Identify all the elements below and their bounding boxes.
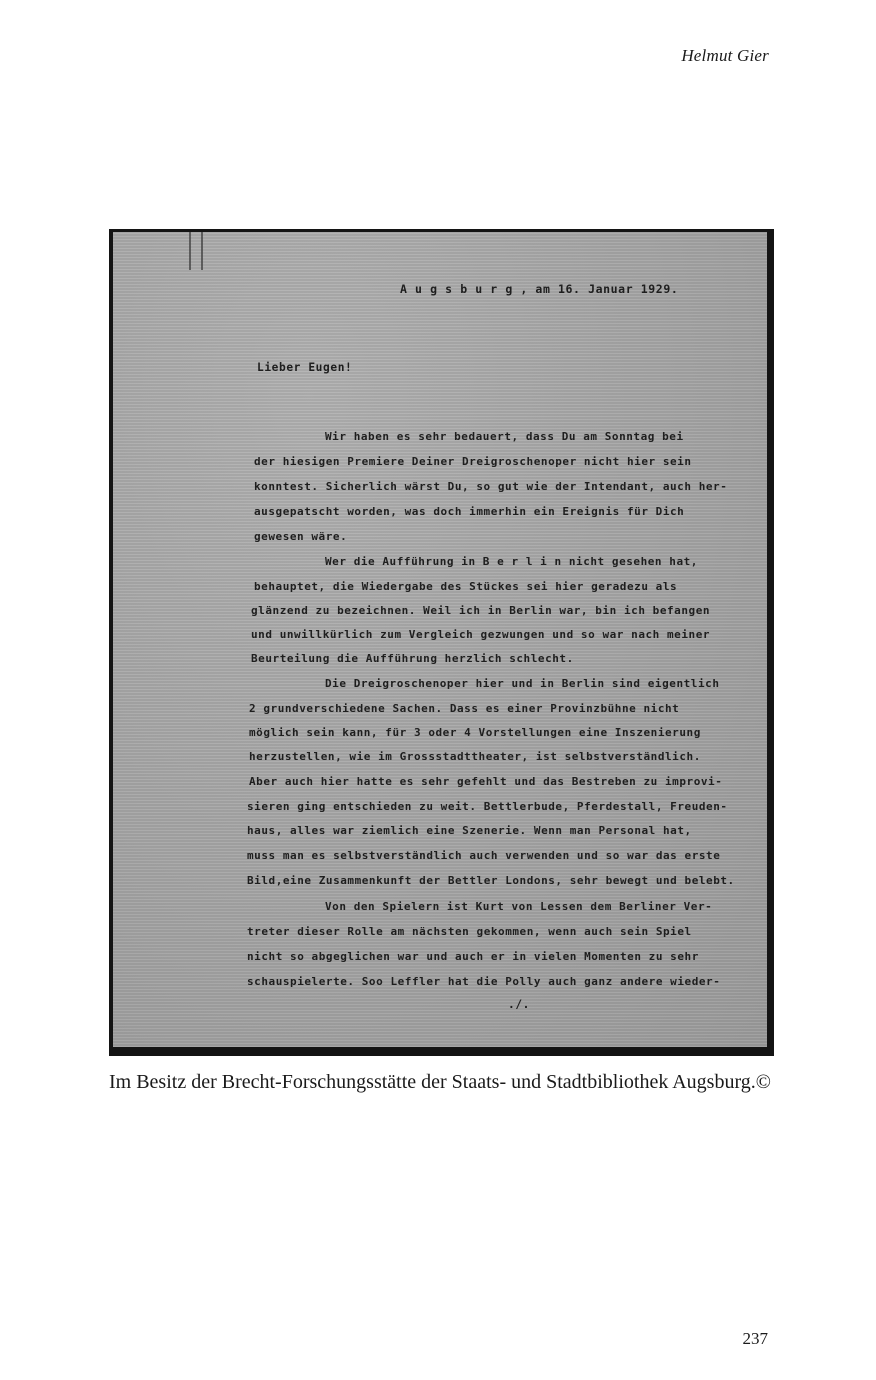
letter-line: haus, alles war ziemlich eine Szenerie. Wenn man Personal hat, <box>247 824 692 837</box>
letter-line: ausgepatscht worden, was doch immerhin ein Ereignis für Dich <box>254 505 685 518</box>
figure-caption: Im Besitz der Brecht-Forschungsstätte der Staats- und Stadtbibliothek Augsburg.© <box>109 1071 771 1093</box>
letter-line: schauspielerte. Soo Leffler hat die Polly auch ganz andere wieder- <box>247 975 721 988</box>
page-number: 237 <box>742 1329 768 1348</box>
letter-line: treter dieser Rolle am nächsten gekommen, wenn auch sein Spiel <box>247 925 692 938</box>
letter-line: konntest. Sicherlich wärst Du, so gut wie der Intendant, auch her- <box>254 480 728 493</box>
letter-line: möglich sein kann, für 3 oder 4 Vorstellungen eine Inszenierung <box>249 726 701 739</box>
running-head-author: Helmut Gier <box>681 46 769 65</box>
letter-line: Beurteilung die Aufführung herzlich schlecht. <box>251 652 574 665</box>
letter-line: behauptet, die Wiedergabe des Stückes sei hier geradezu als <box>254 580 678 593</box>
letter-line: Aber auch hier hatte es sehr gefehlt und das Bestreben zu improvi- <box>249 775 723 788</box>
letter-line: herzustellen, wie im Grossstadttheater, ist selbstverständlich. <box>249 750 701 763</box>
letter-line: 2 grundverschiedene Sachen. Dass es einer Provinzbühne nicht <box>249 702 680 715</box>
letter-line: Bild,eine Zusammenkunft der Bettler Londons, sehr bewegt und belebt. <box>247 874 735 887</box>
letter-line: Wir haben es sehr bedauert, dass Du am Sonntag bei <box>325 430 684 443</box>
letter-line: muss man es selbstverständlich auch verwenden und so war das erste <box>247 849 721 862</box>
letter-date-line: A u g s b u r g , am 16. Januar 1929. <box>400 282 679 296</box>
letter-photograph <box>113 232 767 1047</box>
paper-crease-mark <box>201 232 203 270</box>
letter-line: Die Dreigroschenoper hier und in Berlin sind eigentlich <box>325 677 720 690</box>
letter-line: nicht so abgeglichen war und auch er in vielen Momenten zu sehr <box>247 950 699 963</box>
letter-continuation-mark: ./. <box>508 998 531 1011</box>
letter-line: gewesen wäre. <box>254 530 348 543</box>
letter-salutation: Lieber Eugen! <box>257 361 353 374</box>
letter-line: Wer die Aufführung in B e r l i n nicht gesehen hat, <box>325 555 698 568</box>
letter-line: und unwillkürlich zum Vergleich gezwungen und so war nach meiner <box>251 628 711 641</box>
letter-line: sieren ging entschieden zu weit. Bettlerbude, Pferdestall, Freuden- <box>247 800 728 813</box>
letter-line: glänzend zu bezeichnen. Weil ich in Berlin war, bin ich befangen <box>251 604 711 617</box>
letter-line: Von den Spielern ist Kurt von Lessen dem Berliner Ver- <box>325 900 713 913</box>
letter-line: der hiesigen Premiere Deiner Dreigroschenoper nicht hier sein <box>254 455 692 468</box>
paper-crease-mark <box>189 232 191 270</box>
letter-facsimile-figure <box>109 229 774 1056</box>
